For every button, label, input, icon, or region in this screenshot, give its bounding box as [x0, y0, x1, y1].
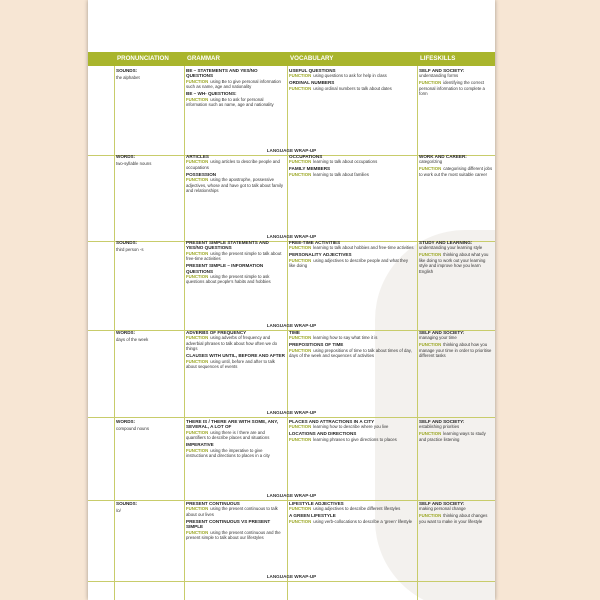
vocab-heading: PERSONALITY ADJECTIVES	[289, 252, 352, 258]
function-text: using adjectives to describe people and what they like doing	[289, 257, 409, 269]
vocab-function	[289, 437, 415, 442]
pronunciation-sub: third person -s	[116, 247, 144, 252]
grammar-function	[186, 159, 285, 170]
grammar-cell	[184, 240, 287, 286]
function-text: learning how to describe where you live	[313, 424, 389, 430]
function-label: FUNCTION	[289, 506, 312, 512]
pronunciation-title: SOUNDS:	[116, 501, 138, 506]
function-text: thinking about what you like doing to work out your learning style and improve how you learn English	[419, 252, 489, 274]
grammar-function	[186, 506, 285, 517]
function-label: FUNCTION	[419, 252, 442, 258]
vocab-function	[289, 506, 415, 511]
life-function	[419, 166, 493, 177]
function-text: thinking about how you manage your time in order to prioritise different tasks	[419, 342, 492, 359]
language-wrap-up: LANGUAGE WRAP-UP	[266, 574, 317, 579]
vocab-function	[289, 335, 415, 340]
function-text: learning to talk about hobbies and free-time activities	[313, 245, 414, 251]
vocab-heading: PLACES AND ATTRACTIONS IN A CITY	[289, 419, 375, 424]
grammar-function	[186, 359, 285, 370]
life-cell	[417, 330, 495, 360]
grammar-heading: PRESENT SIMPLE – INFORMATION QUESTIONS	[186, 263, 264, 274]
life-function	[419, 342, 493, 358]
function-text: using the imperative to give instructions and directions to places in a city	[186, 447, 270, 459]
function-text: using the apostrophe, possessive adjectives, whose and have got to talk about family and relationships	[186, 177, 283, 194]
life-function	[419, 252, 493, 274]
function-text: using adjectives to describe different lifestyles	[313, 506, 401, 512]
function-label: FUNCTION	[289, 245, 312, 251]
grammar-heading: BE – STATEMENTS AND YES/NO QUESTIONS	[186, 68, 258, 79]
grammar-heading: PRESENT CONTINUOUS	[186, 501, 240, 506]
pronunciation-cell	[114, 240, 184, 254]
vocab-heading: OCCUPATIONS	[289, 154, 323, 159]
life-subheading: managing your time	[419, 335, 457, 341]
vocab-function	[289, 424, 415, 429]
vocab-cell	[287, 419, 417, 444]
grammar-function	[186, 430, 285, 441]
function-text: using adverbs of frequency and adverbial phrases to talk about how often we do things	[186, 335, 278, 352]
vocab-cell	[287, 330, 417, 360]
life-cell	[417, 154, 495, 179]
language-wrap-up: LANGUAGE WRAP-UP	[266, 323, 317, 328]
function-text: using the present simple to ask questions about people's habits and hobbies	[186, 274, 271, 285]
function-label: FUNCTION	[186, 529, 209, 535]
life-heading: SELF AND SOCIETY:	[419, 419, 465, 424]
vocab-function	[289, 172, 415, 177]
life-heading: SELF AND SOCIETY:	[419, 330, 465, 335]
pronunciation-cell	[114, 68, 184, 82]
function-label: FUNCTION	[419, 166, 442, 172]
function-label: FUNCTION	[419, 513, 442, 519]
vocab-function	[289, 159, 415, 164]
grammar-heading: PRESENT SIMPLE STATEMENTS AND YES/NO QUESTIONS	[186, 240, 269, 251]
function-text: using the present simple to talk about free-time activities	[186, 250, 282, 262]
grammar-heading: PRESENT CONTINUOUS VS PRESENT SIMPLE	[186, 518, 271, 530]
table-header	[88, 52, 495, 66]
vocab-heading: FAMILY MEMBERS	[289, 166, 331, 172]
function-text: using until, before and after to talk about sequences of events	[186, 358, 275, 370]
function-label: FUNCTION	[289, 159, 312, 165]
vocab-function	[289, 348, 415, 359]
function-text: learning to talk about occupations	[313, 159, 378, 165]
life-function	[419, 80, 493, 96]
pronunciation-title: WORDS:	[116, 330, 136, 335]
function-text: thinking about changes you want to make in your lifestyle	[419, 513, 488, 524]
grammar-heading: POSSESSION	[186, 171, 217, 177]
grammar-heading: THERE IS / THERE ARE WITH SOME, ANY, SEVERAL, A LOT OF	[186, 419, 279, 430]
pronunciation-cell	[114, 154, 184, 168]
function-label: FUNCTION	[289, 436, 312, 442]
pronunciation-sub: compound nouns	[116, 426, 149, 431]
function-text: learning phrases to give directions to places	[313, 436, 397, 442]
function-label: FUNCTION	[186, 447, 209, 453]
vocab-heading: LIFESTYLE ADJECTIVES	[289, 501, 344, 506]
grammar-function	[186, 251, 285, 262]
grammar-cell	[184, 419, 287, 460]
pronunciation-title: SOUNDS:	[116, 68, 138, 73]
grammar-function	[186, 177, 285, 193]
life-cell	[417, 501, 495, 526]
grammar-function	[186, 448, 285, 459]
grammar-cell	[184, 330, 287, 371]
life-heading: SELF AND SOCIETY:	[419, 68, 465, 73]
life-heading: STUDY AND LEARNING:	[419, 240, 473, 245]
vocab-function	[289, 519, 415, 524]
function-label: FUNCTION	[289, 73, 312, 79]
function-label: FUNCTION	[289, 257, 312, 263]
vocab-function	[289, 245, 415, 250]
function-label: FUNCTION	[289, 518, 312, 524]
function-text: learning to talk about families	[313, 171, 369, 177]
life-cell	[417, 419, 495, 444]
function-label: FUNCTION	[419, 431, 442, 437]
grammar-cell	[184, 68, 287, 109]
grammar-heading: ADVERBS OF FREQUENCY	[186, 330, 247, 335]
vocab-heading: USEFUL QUESTIONS	[289, 68, 336, 73]
life-function	[419, 513, 493, 524]
grammar-heading: ARTICLES	[186, 154, 209, 159]
pronunciation-title: WORDS:	[116, 419, 136, 424]
life-subheading: categorizing	[419, 159, 443, 165]
vocab-function	[289, 258, 415, 269]
grammar-function	[186, 335, 285, 351]
function-text: using ordinal numbers to talk about dates	[313, 85, 392, 91]
life-function	[419, 431, 493, 442]
life-heading: SELF AND SOCIETY:	[419, 501, 465, 506]
function-text: using the present continuous and the present simple to talk about our lifestyles	[186, 529, 281, 541]
function-text: learning how to say what time it is	[313, 335, 378, 341]
function-text: using articles to describe people and occupations	[186, 159, 280, 170]
vocab-heading: PREPOSITIONS OF TIME	[289, 342, 344, 348]
function-label: FUNCTION	[419, 80, 442, 86]
function-label: FUNCTION	[289, 171, 312, 177]
row-divider	[88, 417, 495, 418]
pronunciation-cell	[114, 501, 184, 515]
vocab-heading: LOCATIONS AND DIRECTIONS	[289, 431, 357, 437]
function-label: FUNCTION	[289, 85, 312, 91]
language-wrap-up: LANGUAGE WRAP-UP	[266, 234, 317, 239]
life-cell	[417, 240, 495, 276]
function-label: FUNCTION	[289, 424, 312, 430]
function-text: using Be to ask for personal information such as name, age and nationality	[186, 96, 274, 108]
grammar-heading: BE – WH- QUESTIONS:	[186, 91, 237, 97]
pronunciation-sub: days of the week	[116, 337, 149, 342]
pronunciation-cell	[114, 419, 184, 433]
vocab-cell	[287, 501, 417, 526]
function-label: FUNCTION	[186, 177, 209, 183]
function-text: using there is / there are and quantifiers to describe places and situations	[186, 429, 270, 441]
function-label: FUNCTION	[186, 358, 209, 364]
vocab-cell	[287, 154, 417, 179]
life-subheading: understanding forms	[419, 73, 459, 79]
language-wrap-up: LANGUAGE WRAP-UP	[266, 148, 317, 153]
grammar-function	[186, 274, 285, 285]
function-label: FUNCTION	[186, 335, 209, 341]
document-page	[88, 0, 495, 600]
header-vocabulary: VOCABULARY	[290, 55, 334, 62]
grammar-function	[186, 79, 285, 90]
function-label: FUNCTION	[186, 96, 209, 102]
life-subheading: making personal change	[419, 506, 466, 512]
vocab-function	[289, 73, 415, 78]
function-label: FUNCTION	[186, 250, 209, 256]
language-wrap-up: LANGUAGE WRAP-UP	[266, 410, 317, 415]
function-text: learning ways to study and practice listening	[419, 431, 486, 442]
grammar-function	[186, 530, 285, 541]
header-lifeskills: LIFESKILLS	[420, 55, 456, 62]
grammar-heading: CLAUSES WITH UNTIL, BEFORE AND AFTER	[186, 353, 285, 359]
pronunciation-sub: two-syllable nouns	[116, 161, 152, 166]
function-text: categorising different jobs to work out the most suitable career	[419, 166, 493, 177]
life-subheading: establishing priorities	[419, 424, 460, 430]
function-text: using questions to ask for help in class	[313, 73, 387, 79]
watermark-shape	[375, 230, 495, 600]
pronunciation-title: WORDS:	[116, 154, 136, 159]
pronunciation-title: SOUNDS:	[116, 240, 138, 245]
pronunciation-sub: the alphabet	[116, 75, 140, 80]
vocab-function	[289, 86, 415, 91]
grammar-heading: IMPERATIVE	[186, 442, 214, 448]
grammar-cell	[184, 154, 287, 195]
function-text: using verb-collocations to describe a 'green' lifestyle	[313, 518, 413, 524]
row-divider	[88, 581, 495, 582]
life-subheading: understanding your learning style	[419, 245, 483, 251]
function-label: FUNCTION	[419, 342, 442, 348]
vocab-heading: FREE-TIME ACTIVITIES	[289, 240, 341, 245]
function-text: identifying the correct personal information to complete a form	[419, 80, 485, 97]
function-label: FUNCTION	[186, 429, 209, 435]
life-cell	[417, 68, 495, 98]
pronunciation-cell	[114, 330, 184, 344]
life-heading: WORK AND CAREER:	[419, 154, 467, 159]
function-label: FUNCTION	[289, 335, 312, 341]
vocab-heading: TIME	[289, 330, 300, 335]
function-text: using Be to give personal information such as name, age and nationality	[186, 78, 281, 90]
function-label: FUNCTION	[186, 506, 209, 512]
function-label: FUNCTION	[186, 159, 209, 165]
header-grammar: GRAMMAR	[187, 55, 220, 62]
function-text: using the present continuous to talk about our lives	[186, 506, 278, 517]
function-label: FUNCTION	[186, 78, 209, 84]
vocab-cell	[287, 240, 417, 270]
function-label: FUNCTION	[289, 347, 312, 353]
grammar-cell	[184, 501, 287, 542]
pronunciation-sub: /ɒ/	[116, 508, 121, 513]
header-pronunciation: PRONUNCIATION	[117, 55, 169, 62]
vocab-cell	[287, 68, 417, 93]
grammar-function	[186, 97, 285, 108]
function-text: using prepositions of time to talk about times of day, days of the week and sequences of activities	[289, 347, 412, 359]
language-wrap-up: LANGUAGE WRAP-UP	[266, 493, 317, 498]
function-label: FUNCTION	[186, 274, 209, 280]
vocab-heading: A GREEN LIFESTYLE	[289, 513, 336, 519]
vocab-heading: ORDINAL NUMBERS	[289, 80, 335, 86]
